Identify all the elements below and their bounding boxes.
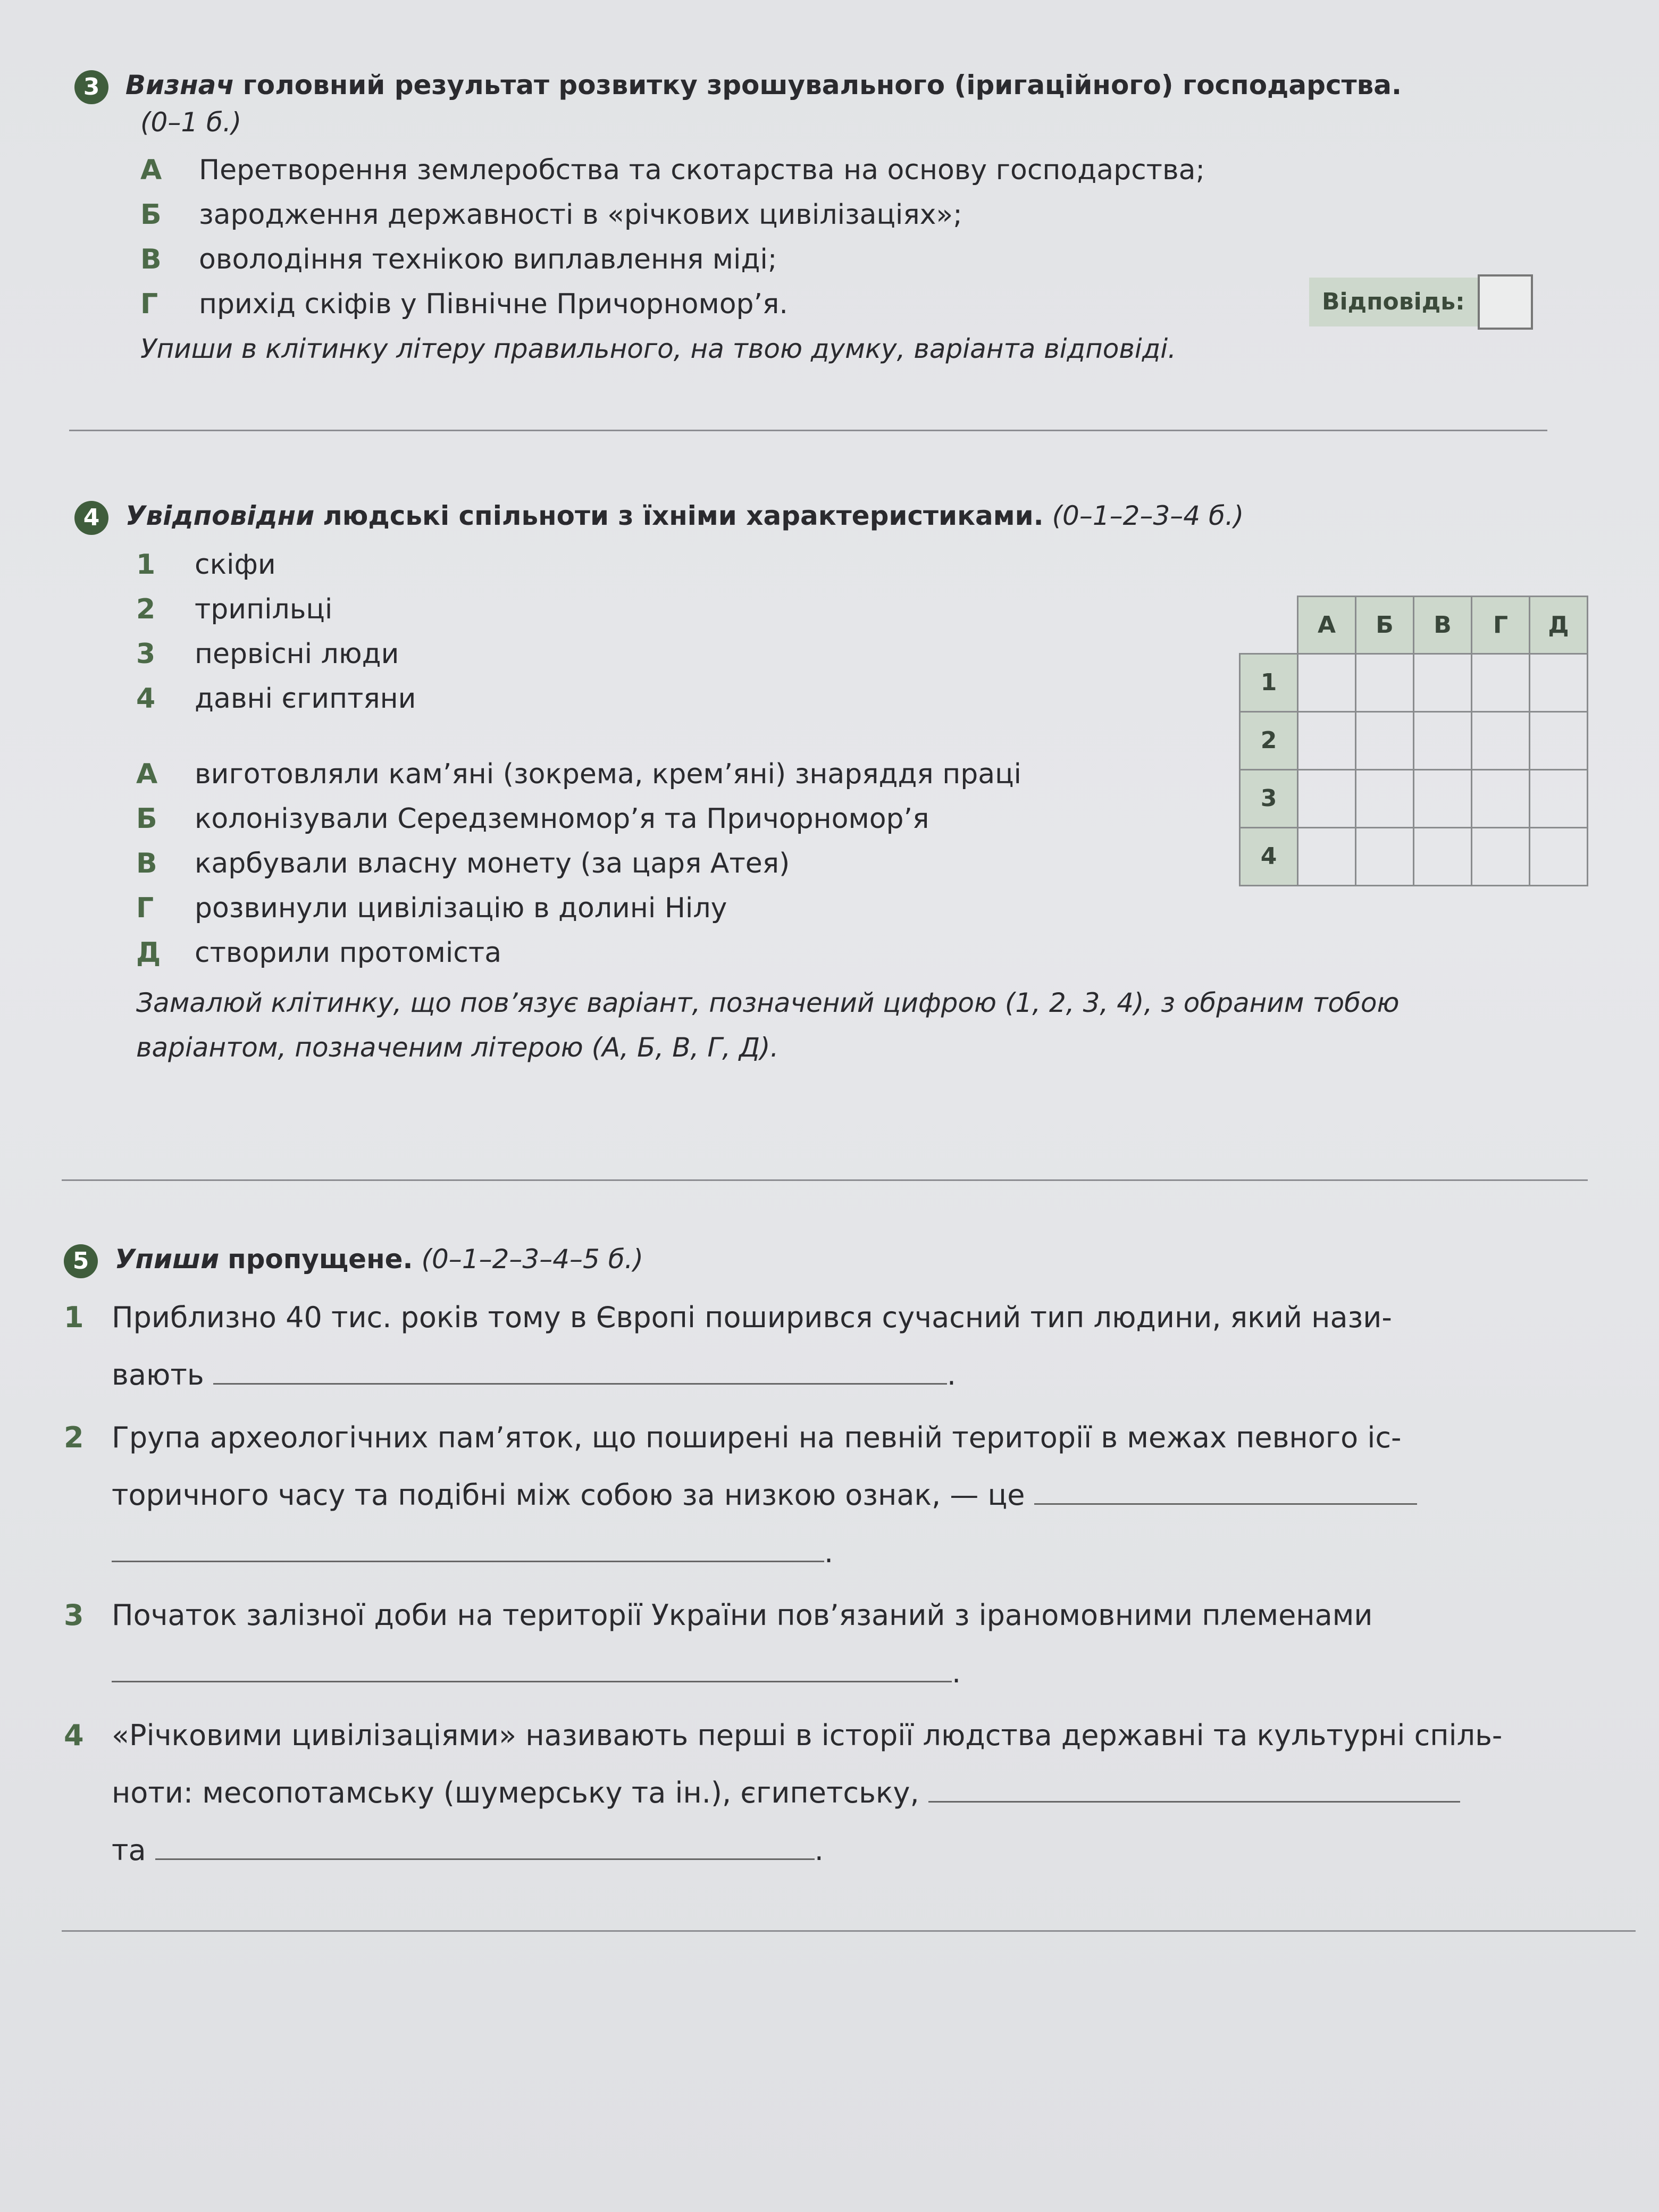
question-4-title: людські спільноти з їхніми характеристиками.: [323, 500, 1044, 531]
grid-cell[interactable]: [1530, 711, 1588, 769]
grid-col-header: В: [1414, 597, 1472, 654]
answer-label: Відповідь:: [1309, 278, 1478, 326]
option-g[interactable]: Г прихід скіфів у Північне Причорномор’я.: [140, 288, 788, 320]
fill-blank-2a[interactable]: [1034, 1503, 1417, 1505]
option-b[interactable]: Б зародження державності в «річкових цивілізаціях»;: [140, 198, 962, 231]
fill-item-1: 1 Приблизно 40 тис. років тому в Європі поширився сучасний тип людини, який нази- вають .: [64, 1300, 1392, 1392]
grid-cell[interactable]: [1530, 653, 1588, 711]
question-5-title: пропущене.: [228, 1244, 413, 1275]
grid-cell[interactable]: [1356, 827, 1414, 885]
option-a: А виготовляли кам’яні (зокрема, крем’яні) знаряддя праці: [136, 758, 1021, 790]
grid-cell[interactable]: [1414, 711, 1472, 769]
divider: [62, 1179, 1588, 1181]
fill-item-2: 2 Група археологічних пам’яток, що поширені на певній території в межах певного іс- торичного часу та подібні між собою за низкою ознак, — це .: [64, 1409, 1627, 1581]
grid-cell[interactable]: [1356, 653, 1414, 711]
question-number-5: 5: [64, 1244, 98, 1278]
grid-row-header: 2: [1240, 711, 1298, 769]
grid-cell[interactable]: [1298, 653, 1356, 711]
grid-col-header: А: [1298, 597, 1356, 654]
grid-cell[interactable]: [1530, 769, 1588, 827]
question-3-heading: [74, 67, 1542, 140]
question-5-points: (0–1–2–3–4–5 б.): [421, 1244, 643, 1275]
question-3-instruction: Упиши в клітинку літеру правильного, на твою думку, варіанта відповіді.: [140, 333, 1177, 364]
question-4-instruction-line-1: Замалюй клітинку, що пов’язує варіант, позначений цифрою (1, 2, 3, 4), з обраним тобою: [136, 987, 1400, 1018]
grid-row-header: 1: [1240, 653, 1298, 711]
option-a[interactable]: А Перетворення землеробства та скотарства на основу господарства;: [140, 154, 1205, 186]
question-number-4: 4: [74, 501, 108, 535]
grid-cell[interactable]: [1472, 769, 1530, 827]
grid-cell[interactable]: [1356, 769, 1414, 827]
question-5-lead: Упиши: [114, 1244, 220, 1275]
question-4-instruction-line-2: варіантом, позначеним літерою (А, Б, В, Г, Д).: [136, 1032, 779, 1063]
divider: [69, 430, 1547, 431]
grid-col-header: Б: [1356, 597, 1414, 654]
question-4-heading: [74, 498, 1606, 535]
list-item: 2 трипільці: [136, 593, 333, 625]
option-v: В карбували власну монету (за царя Атея): [136, 847, 790, 879]
fill-blank-2b[interactable]: [112, 1561, 824, 1562]
grid-cell[interactable]: [1472, 653, 1530, 711]
fill-blank-4a[interactable]: [928, 1801, 1460, 1803]
question-number-3: 3: [74, 70, 108, 104]
grid-cell[interactable]: [1356, 711, 1414, 769]
answer-input-box[interactable]: [1478, 274, 1533, 330]
option-v[interactable]: В оволодіння технікою виплавлення міді;: [140, 243, 777, 275]
fill-item-3: 3 Початок залізної доби на території України пов’язаний з іраномовними племенами .: [64, 1598, 1373, 1689]
question-5: [64, 1241, 1627, 1879]
grid-cell[interactable]: [1530, 827, 1588, 885]
question-4-lead: Увідповідни: [125, 500, 315, 531]
divider: [62, 1930, 1636, 1932]
grid-row-header: 3: [1240, 769, 1298, 827]
list-item: 4 давні єгиптяни: [136, 682, 416, 715]
grid-cell[interactable]: [1472, 711, 1530, 769]
grid-cell[interactable]: [1414, 769, 1472, 827]
grid-col-header: Г: [1472, 597, 1530, 654]
grid-cell[interactable]: [1414, 653, 1472, 711]
option-d: Д створили протоміста: [136, 936, 502, 969]
grid-cell[interactable]: [1298, 711, 1356, 769]
answer-field: [1309, 274, 1533, 330]
fill-blank-4b[interactable]: [155, 1858, 815, 1860]
question-5-heading: [64, 1241, 1627, 1278]
fill-item-4: 4 «Річковими цивілізаціями» називають перші в історії людства державні та культурні спіль- ноти: месопотамську (шумерську та ін.), єгипетську, та .: [64, 1718, 1503, 1867]
grid-cell[interactable]: [1298, 769, 1356, 827]
grid-col-header: Д: [1530, 597, 1588, 654]
question-4-points: (0–1–2–3–4 б.): [1052, 500, 1244, 531]
list-item: 1 скіфи: [136, 548, 276, 581]
grid-cell[interactable]: [1414, 827, 1472, 885]
grid-cell[interactable]: [1472, 827, 1530, 885]
fill-blank-1[interactable]: [213, 1383, 947, 1385]
option-b: Б колонізували Середземномор’я та Причорномор’я: [136, 802, 929, 835]
grid-row-header: 4: [1240, 827, 1298, 885]
matching-grid: [1239, 596, 1588, 886]
question-3-points: (0–1 б.): [140, 106, 242, 138]
option-g: Г розвинули цивілізацію в долині Нілу: [136, 892, 727, 924]
fill-blank-3[interactable]: [112, 1681, 952, 1682]
question-3-title: головний результат розвитку зрошувального (іригаційного) господарства.: [242, 70, 1402, 100]
question-3-lead: Визнач: [125, 70, 234, 100]
list-item: 3 первісні люди: [136, 638, 399, 670]
grid-cell[interactable]: [1298, 827, 1356, 885]
